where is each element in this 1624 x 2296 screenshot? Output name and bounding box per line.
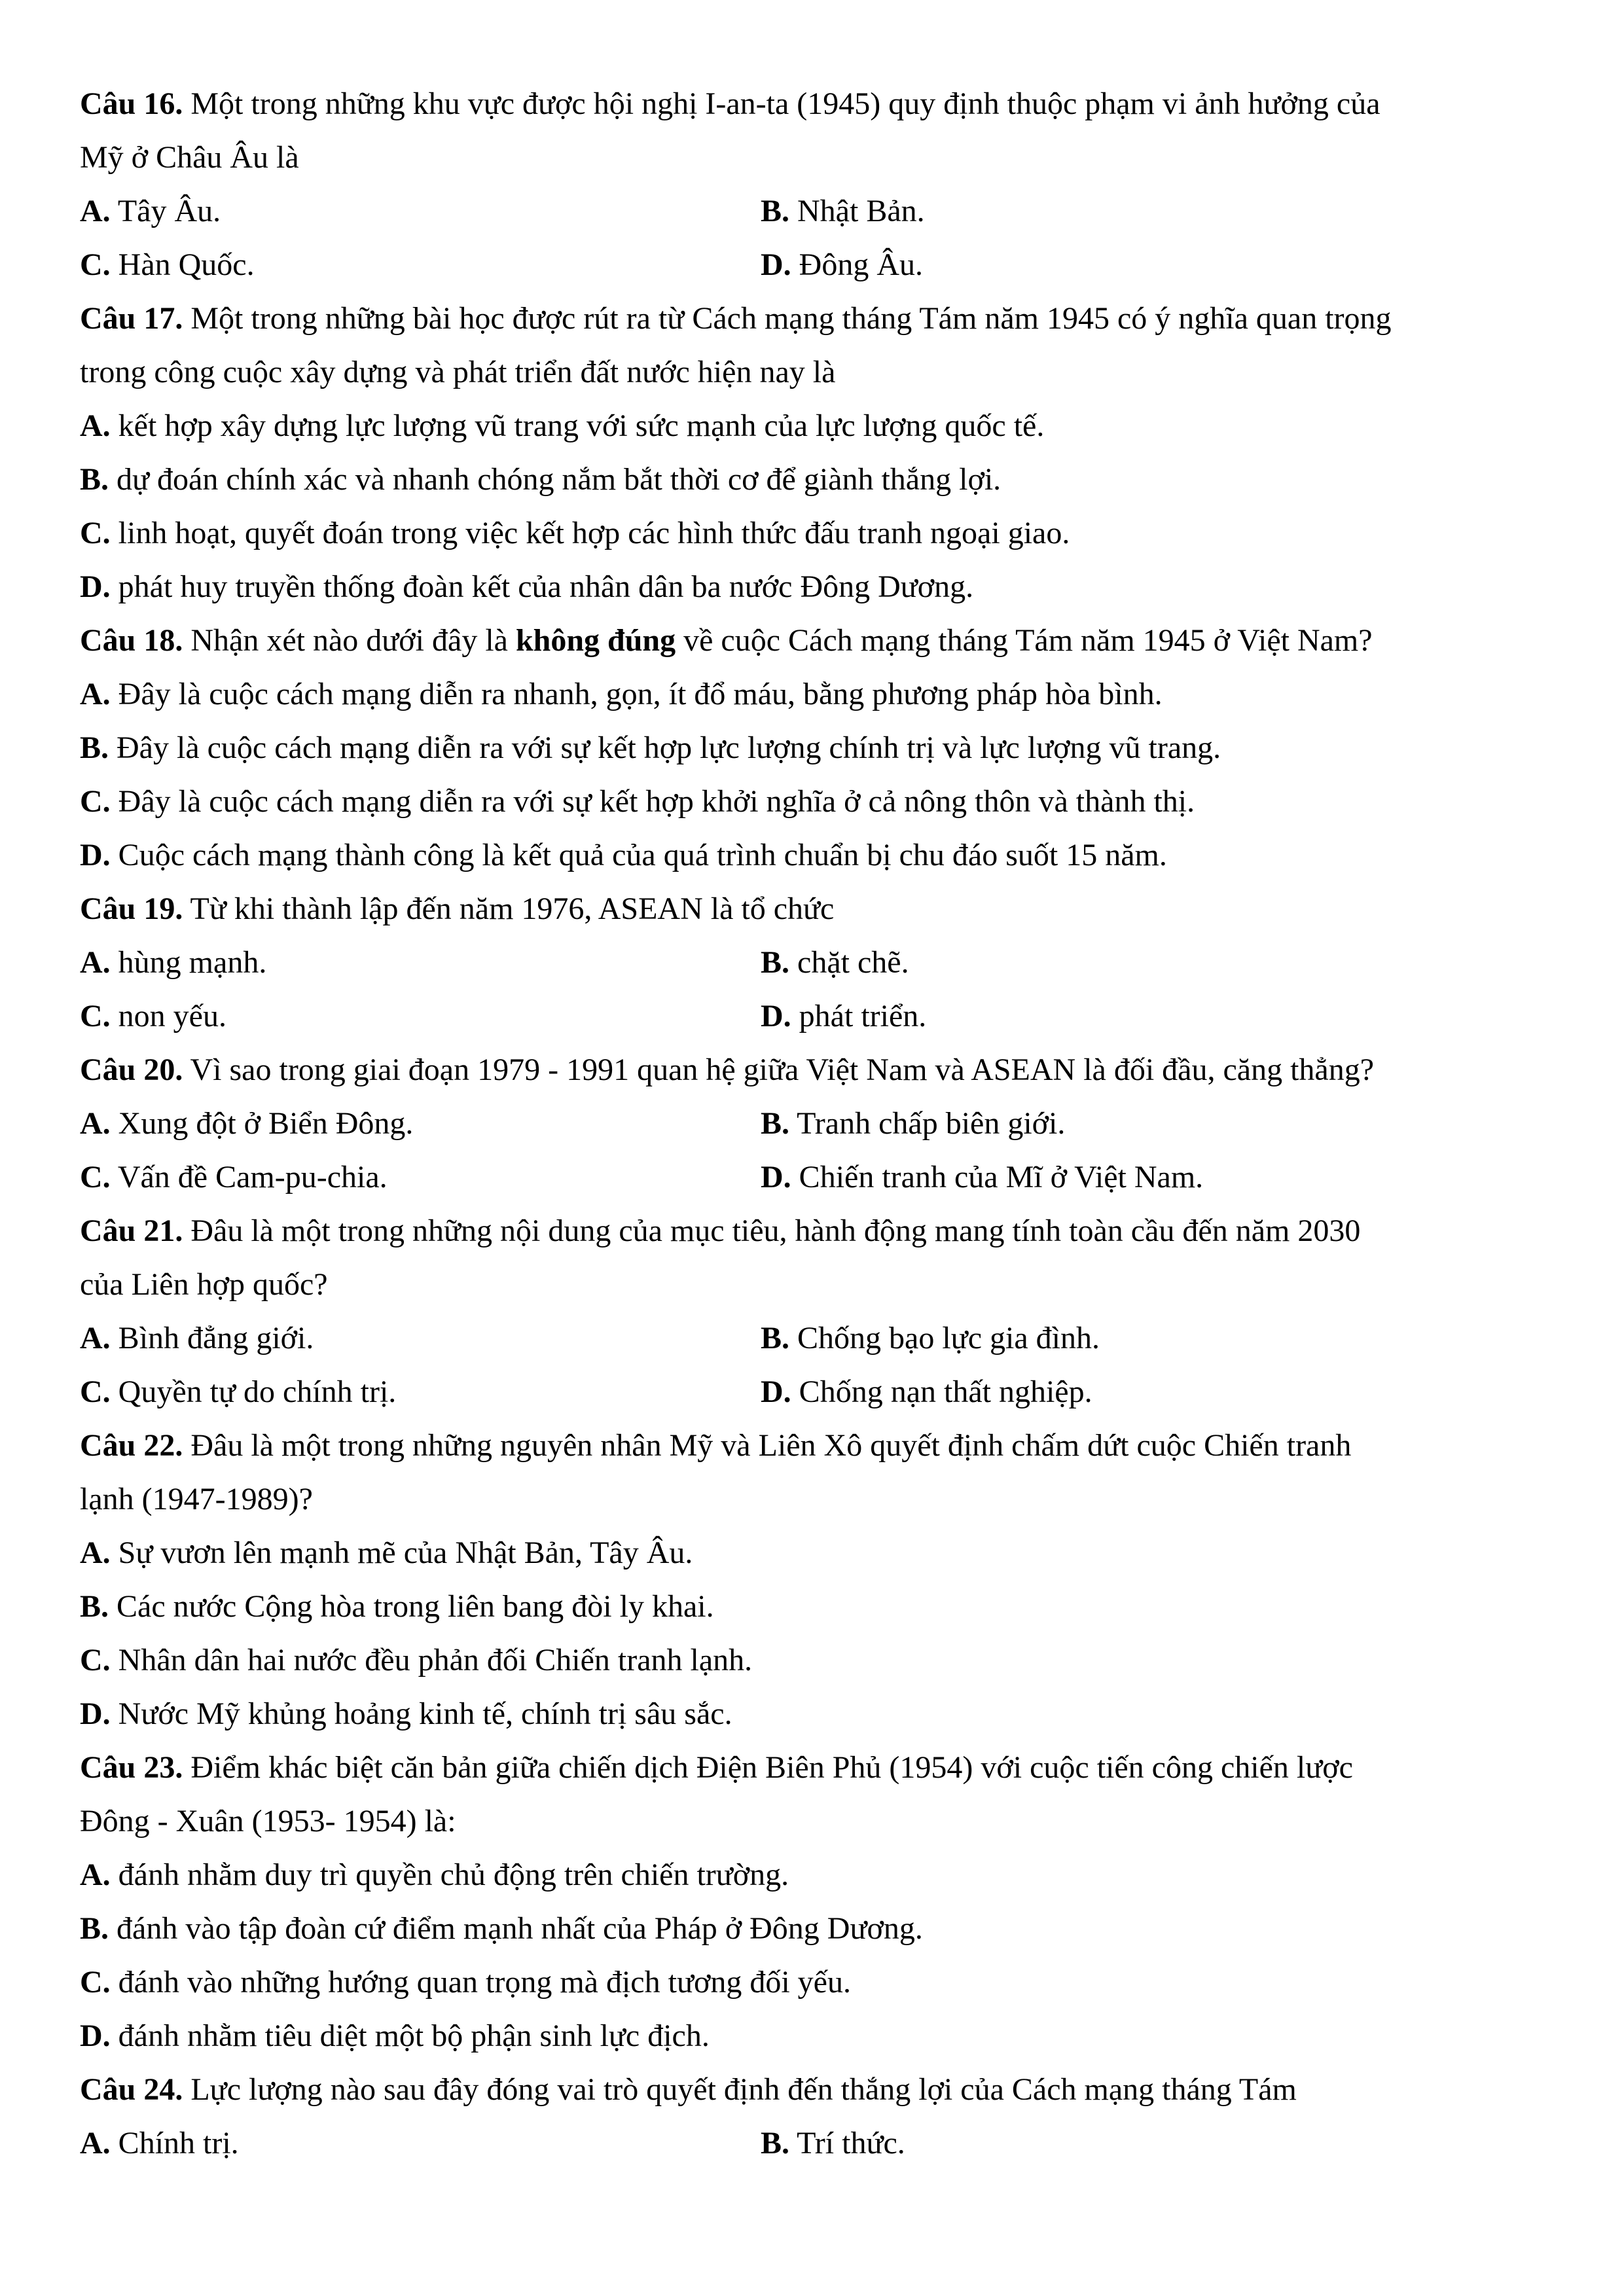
option-text: Xung đột ở Biển Đông. (118, 1106, 414, 1141)
option-label: A. (80, 1857, 111, 1892)
option-row (80, 1151, 1546, 1204)
question-stem-line (80, 614, 1546, 668)
option-label: B. (761, 945, 790, 980)
option-row (80, 936, 1546, 990)
option-a (80, 399, 1546, 453)
question-text: lạnh (1947-1989)? (80, 1482, 313, 1516)
option-label: B. (761, 1106, 790, 1141)
option-text: Nước Mỹ khủng hoảng kinh tế, chính trị sâu sắc. (118, 1696, 732, 1731)
question-17 (80, 292, 1546, 614)
question-label: Câu 21. (80, 1213, 183, 1248)
option-a (80, 936, 761, 990)
option-d (761, 990, 1441, 1043)
option-text: Nhân dân hai nước đều phản đối Chiến tranh lạnh. (118, 1643, 753, 1677)
option-a (80, 668, 1546, 721)
option-label: D. (761, 247, 791, 282)
option-b (761, 1097, 1441, 1151)
option-a (80, 1526, 1546, 1580)
option-label: A. (80, 1535, 111, 1570)
option-d (80, 560, 1546, 614)
question-stem-line (80, 1258, 1546, 1312)
option-c (80, 1956, 1546, 2009)
option-label: A. (80, 1321, 111, 1355)
option-text: đánh vào tập đoàn cứ điểm mạnh nhất của Pháp ở Đông Dương. (117, 1911, 923, 1946)
question-text: Một trong những bài học được rút ra từ Cách mạng tháng Tám năm 1945 có ý nghĩa quan trọng (190, 301, 1392, 336)
question-stem-line (80, 1043, 1546, 1097)
option-label: A. (80, 2126, 111, 2161)
option-label: C. (80, 999, 111, 1033)
option-label: C. (80, 247, 111, 282)
option-d (761, 238, 1441, 292)
option-text: phát triển. (799, 999, 927, 1033)
option-text: dự đoán chính xác và nhanh chóng nắm bắt thời cơ để giành thắng lợi. (117, 462, 1001, 497)
option-text: đánh nhằm tiêu diệt một bộ phận sinh lực địch. (118, 2018, 710, 2053)
option-label: C. (80, 1160, 111, 1194)
option-label: D. (80, 569, 111, 604)
question-label: Câu 24. (80, 2072, 183, 2107)
question-stem-line (80, 2063, 1546, 2117)
option-c (80, 775, 1546, 829)
option-label: B. (80, 462, 109, 497)
option-text: đánh vào những hướng quan trọng mà địch tương đối yếu. (118, 1965, 851, 2000)
question-label: Câu 23. (80, 1750, 183, 1785)
question-label: Câu 17. (80, 301, 183, 336)
question-text: Đâu là một trong những nguyên nhân Mỹ và Liên Xô quyết định chấm dứt cuộc Chiến tranh (190, 1428, 1352, 1463)
option-text: Bình đẳng giới. (118, 1321, 314, 1355)
option-text: Đây là cuộc cách mạng diễn ra với sự kết hợp khởi nghĩa ở cả nông thôn và thành thị. (118, 784, 1195, 819)
option-row (80, 2117, 1546, 2170)
question-emphasis: không đúng (515, 623, 676, 658)
option-c (80, 507, 1546, 560)
option-row (80, 1097, 1546, 1151)
option-b (80, 453, 1546, 507)
option-row (80, 1365, 1546, 1419)
question-stem-line (80, 1204, 1546, 1258)
question-text: Từ khi thành lập đến năm 1976, ASEAN là tổ chức (190, 891, 835, 926)
question-label: Câu 16. (80, 86, 183, 121)
option-text: non yếu. (118, 999, 226, 1033)
option-d (80, 829, 1546, 882)
option-label: B. (80, 1589, 109, 1624)
option-text: Quyền tự do chính trị. (118, 1374, 397, 1409)
question-text: Lực lượng nào sau đây đóng vai trò quyết định đến thắng lợi của Cách mạng tháng Tám (190, 2072, 1297, 2107)
option-label: C. (80, 1965, 111, 2000)
option-label: B. (761, 2126, 790, 2161)
option-d (80, 1687, 1546, 1741)
option-label: D. (80, 2018, 111, 2053)
question-text: Nhận xét nào dưới đây là (190, 623, 508, 658)
option-label: A. (80, 945, 111, 980)
question-text: Đông - Xuân (1953- 1954) là: (80, 1804, 456, 1839)
option-c (80, 990, 761, 1043)
question-stem-line (80, 882, 1546, 936)
option-label: D. (761, 999, 791, 1033)
option-b (761, 1312, 1441, 1365)
option-text: hùng mạnh. (118, 945, 267, 980)
question-stem-line (80, 131, 1546, 185)
option-b (80, 721, 1546, 775)
question-label: Câu 19. (80, 891, 183, 926)
option-c (80, 1151, 761, 1204)
option-text: Nhật Bản. (797, 194, 925, 228)
question-stem-line (80, 346, 1546, 399)
option-label: D. (80, 1696, 111, 1731)
question-stem-line (80, 1419, 1546, 1473)
option-text: kết hợp xây dựng lực lượng vũ trang với sức mạnh của lực lượng quốc tế. (118, 408, 1045, 443)
option-text: Tranh chấp biên giới. (797, 1106, 1066, 1141)
option-row (80, 1312, 1546, 1365)
option-b (761, 936, 1441, 990)
option-text: Chiến tranh của Mĩ ở Việt Nam. (799, 1160, 1204, 1194)
option-label: A. (80, 677, 111, 711)
option-text: đánh nhằm duy trì quyền chủ động trên chiến trường. (118, 1857, 789, 1892)
option-label: B. (761, 194, 790, 228)
question-22 (80, 1419, 1546, 1741)
option-d (761, 1151, 1441, 1204)
option-a (80, 1312, 761, 1365)
option-label: C. (80, 516, 111, 550)
option-a (80, 185, 761, 238)
option-label: C. (80, 1643, 111, 1677)
option-text: Hàn Quốc. (118, 247, 255, 282)
option-label: C. (80, 784, 111, 819)
question-label: Câu 20. (80, 1052, 183, 1087)
question-stem-line (80, 1741, 1546, 1795)
option-label: C. (80, 1374, 111, 1409)
option-row (80, 185, 1546, 238)
option-text: Các nước Cộng hòa trong liên bang đòi ly khai. (117, 1589, 714, 1624)
question-21 (80, 1204, 1546, 1419)
option-a (80, 1848, 1546, 1902)
option-label: A. (80, 194, 111, 228)
option-text: Sự vươn lên mạnh mẽ của Nhật Bản, Tây Âu. (118, 1535, 693, 1570)
option-a (80, 2117, 761, 2170)
option-text: Chống bạo lực gia đình. (797, 1321, 1100, 1355)
question-19 (80, 882, 1546, 1043)
option-text: Tây Âu. (117, 194, 221, 228)
question-20 (80, 1043, 1546, 1204)
question-23 (80, 1741, 1546, 2063)
option-c (80, 1365, 761, 1419)
option-text: Vấn đề Cam-pu-chia. (117, 1160, 388, 1194)
option-text: Chống nạn thất nghiệp. (799, 1374, 1092, 1409)
question-text: của Liên hợp quốc? (80, 1267, 328, 1302)
question-stem-line (80, 1795, 1546, 1848)
option-a (80, 1097, 761, 1151)
option-text: Đây là cuộc cách mạng diễn ra nhanh, gọn, ít đổ máu, bằng phương pháp hòa bình. (118, 677, 1163, 711)
question-18 (80, 614, 1546, 882)
option-b (761, 2117, 1441, 2170)
question-label: Câu 22. (80, 1428, 183, 1463)
question-text: Vì sao trong giai đoạn 1979 - 1991 quan hệ giữa Việt Nam và ASEAN là đối đầu, căng thẳng? (190, 1052, 1375, 1087)
option-text: Đây là cuộc cách mạng diễn ra với sự kết hợp lực lượng chính trị và lực lượng vũ trang. (117, 730, 1221, 765)
question-text: Điểm khác biệt căn bản giữa chiến dịch Điện Biên Phủ (1954) với cuộc tiến công chiến lược (190, 1750, 1353, 1785)
option-label: A. (80, 408, 111, 443)
question-text: Một trong những khu vực được hội nghị I-an-ta (1945) quy định thuộc phạm vi ảnh hưởng của (190, 86, 1380, 121)
option-row (80, 990, 1546, 1043)
option-label: D. (761, 1160, 791, 1194)
option-b (80, 1580, 1546, 1634)
question-list (80, 77, 1546, 2170)
question-stem-line (80, 77, 1546, 131)
option-b (80, 1902, 1546, 1956)
question-label: Câu 18. (80, 623, 183, 658)
option-d (80, 2009, 1546, 2063)
option-label: D. (80, 838, 111, 872)
option-label: B. (80, 730, 109, 765)
option-label: A. (80, 1106, 111, 1141)
option-c (80, 238, 761, 292)
option-row (80, 238, 1546, 292)
option-text: linh hoạt, quyết đoán trong việc kết hợp các hình thức đấu tranh ngoại giao. (118, 516, 1070, 550)
option-text: Chính trị. (118, 2126, 239, 2161)
question-text: về cuộc Cách mạng tháng Tám năm 1945 ở Việt Nam? (683, 623, 1373, 658)
option-d (761, 1365, 1441, 1419)
question-text: Mỹ ở Châu Âu là (80, 140, 299, 175)
option-text: Cuộc cách mạng thành công là kết quả của quá trình chuẩn bị chu đáo suốt 15 năm. (118, 838, 1167, 872)
option-text: Trí thức. (797, 2126, 905, 2161)
option-c (80, 1634, 1546, 1687)
question-text: Đâu là một trong những nội dung của mục tiêu, hành động mang tính toàn cầu đến năm 2030 (190, 1213, 1361, 1248)
option-label: B. (761, 1321, 790, 1355)
question-text: trong công cuộc xây dựng và phát triển đất nước hiện nay là (80, 355, 836, 389)
option-text: phát huy truyền thống đoàn kết của nhân dân ba nước Đông Dương. (118, 569, 974, 604)
question-16 (80, 77, 1546, 292)
question-24 (80, 2063, 1546, 2170)
option-label: D. (761, 1374, 791, 1409)
option-label: B. (80, 1911, 109, 1946)
question-stem-line (80, 1473, 1546, 1526)
question-stem-line (80, 292, 1546, 346)
option-text: chặt chẽ. (797, 945, 909, 980)
option-text: Đông Âu. (799, 247, 923, 282)
option-b (761, 185, 1441, 238)
